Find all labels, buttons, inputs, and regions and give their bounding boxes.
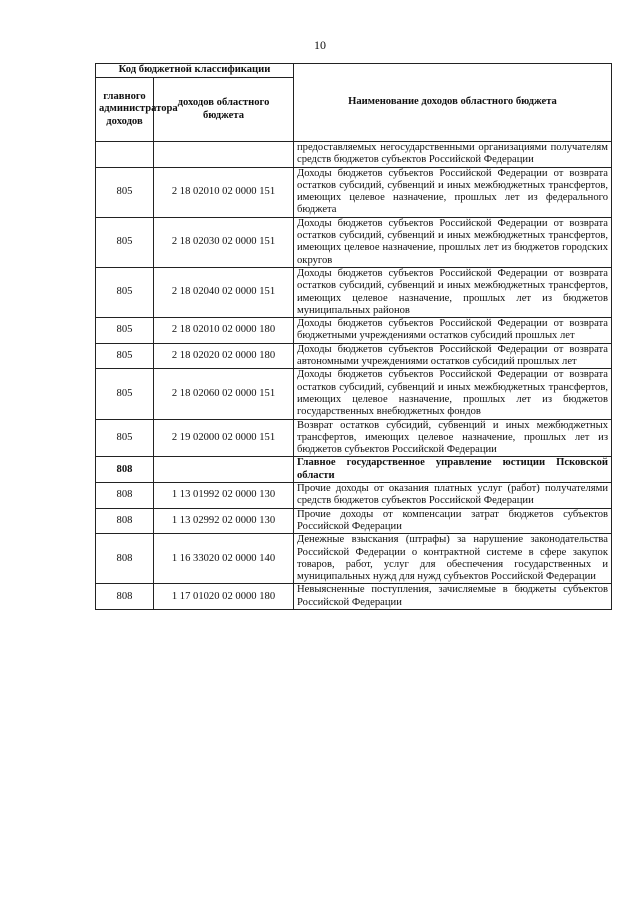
table-row bbox=[96, 508, 612, 534]
table-body bbox=[96, 142, 612, 610]
income-code-cell bbox=[154, 457, 294, 483]
header-budget-classification-code: Код бюджетной классификации bbox=[96, 64, 294, 78]
table-row bbox=[96, 318, 612, 344]
table-row bbox=[96, 343, 612, 369]
income-code-cell: 1 13 02992 02 0000 130 bbox=[154, 508, 294, 534]
income-name-cell: предоставляемых негосударственными организациями получателям средств бюджетов субъектов Российской Федерации bbox=[294, 142, 612, 168]
income-code-cell: 1 16 33020 02 0000 140 bbox=[154, 534, 294, 584]
table-row bbox=[96, 267, 612, 317]
table-row bbox=[96, 457, 612, 483]
budget-classification-table bbox=[95, 63, 612, 610]
admin-code-cell: 805 bbox=[96, 318, 154, 344]
table-row bbox=[96, 584, 612, 610]
income-code-cell: 2 18 02030 02 0000 151 bbox=[154, 217, 294, 267]
income-name-cell: Доходы бюджетов субъектов Российской Федерации от возврата остатков субсидий, субвенций и иных межбюджетных трансфертов, имеющих целевое назначение, прошлых лет из федерального бюджета bbox=[294, 167, 612, 217]
income-code-cell: 2 18 02020 02 0000 180 bbox=[154, 343, 294, 369]
income-name-cell: Главное государственное управление юстиции Псковской области bbox=[294, 457, 612, 483]
admin-code-cell: 808 bbox=[96, 483, 154, 509]
income-code-cell: 2 19 02000 02 0000 151 bbox=[154, 419, 294, 457]
admin-code-cell: 805 bbox=[96, 343, 154, 369]
header-chief-administrator: главного администратора доходов bbox=[96, 78, 154, 142]
page-number: 10 bbox=[314, 38, 326, 52]
admin-code-cell: 808 bbox=[96, 457, 154, 483]
income-name-cell: Доходы бюджетов субъектов Российской Федерации от возврата бюджетными учреждениями остатков субсидий прошлых лет bbox=[294, 318, 612, 344]
income-name-cell: Доходы бюджетов субъектов Российской Федерации от возврата автономными учреждениями остатков субсидий прошлых лет bbox=[294, 343, 612, 369]
admin-code-cell: 805 bbox=[96, 167, 154, 217]
table-row bbox=[96, 534, 612, 584]
income-code-cell bbox=[154, 142, 294, 168]
admin-code-cell: 805 bbox=[96, 217, 154, 267]
admin-code-cell: 808 bbox=[96, 584, 154, 610]
income-name-cell: Доходы бюджетов субъектов Российской Федерации от возврата остатков субсидий, субвенций и иных межбюджетных трансфертов, имеющих целевое назначение, прошлых лет из бюджетов государственных внебюджетных фондов bbox=[294, 369, 612, 419]
table-row bbox=[96, 167, 612, 217]
table-row bbox=[96, 142, 612, 168]
income-code-cell: 1 13 01992 02 0000 130 bbox=[154, 483, 294, 509]
table-row bbox=[96, 369, 612, 419]
income-name-cell: Денежные взыскания (штрафы) за нарушение законодательства Российской Федерации о контрактной системе в сфере закупок товаров, работ, услуг для обеспечения государственных и муниципальных нужд для нужд субъектов Российской Федерации bbox=[294, 534, 612, 584]
admin-code-cell: 805 bbox=[96, 369, 154, 419]
header-regional-budget-income: доходов областного бюджета bbox=[154, 78, 294, 142]
admin-code-cell: 805 bbox=[96, 419, 154, 457]
income-name-cell: Возврат остатков субсидий, субвенций и иных межбюджетных трансфертов, имеющих целевое назначение, прошлых лет из бюджетов субъектов Российской Федерации bbox=[294, 419, 612, 457]
income-name-cell: Невыясненные поступления, зачисляемые в бюджеты субъектов Российской Федерации bbox=[294, 584, 612, 610]
income-code-cell: 2 18 02040 02 0000 151 bbox=[154, 267, 294, 317]
income-code-cell: 2 18 02010 02 0000 151 bbox=[154, 167, 294, 217]
income-name-cell: Прочие доходы от оказания платных услуг (работ) получателями средств бюджетов субъектов Российской Федерации bbox=[294, 483, 612, 509]
admin-code-cell: 808 bbox=[96, 534, 154, 584]
admin-code-cell: 805 bbox=[96, 267, 154, 317]
header-income-name: Наименование доходов областного бюджета bbox=[294, 64, 612, 142]
income-code-cell: 1 17 01020 02 0000 180 bbox=[154, 584, 294, 610]
table-row bbox=[96, 217, 612, 267]
income-name-cell: Доходы бюджетов субъектов Российской Федерации от возврата остатков субсидий, субвенций и иных межбюджетных трансфертов, имеющих целевое назначение, прошлых лет из бюджетов муниципальных районов bbox=[294, 267, 612, 317]
admin-code-cell bbox=[96, 142, 154, 168]
income-name-cell: Доходы бюджетов субъектов Российской Федерации от возврата остатков субсидий, субвенций и иных межбюджетных трансфертов, имеющих целевое назначение, прошлых лет из бюджетов городских округов bbox=[294, 217, 612, 267]
table-row bbox=[96, 483, 612, 509]
admin-code-cell: 808 bbox=[96, 508, 154, 534]
income-code-cell: 2 18 02010 02 0000 180 bbox=[154, 318, 294, 344]
income-code-cell: 2 18 02060 02 0000 151 bbox=[154, 369, 294, 419]
income-name-cell: Прочие доходы от компенсации затрат бюджетов субъектов Российской Федерации bbox=[294, 508, 612, 534]
table-row bbox=[96, 419, 612, 457]
